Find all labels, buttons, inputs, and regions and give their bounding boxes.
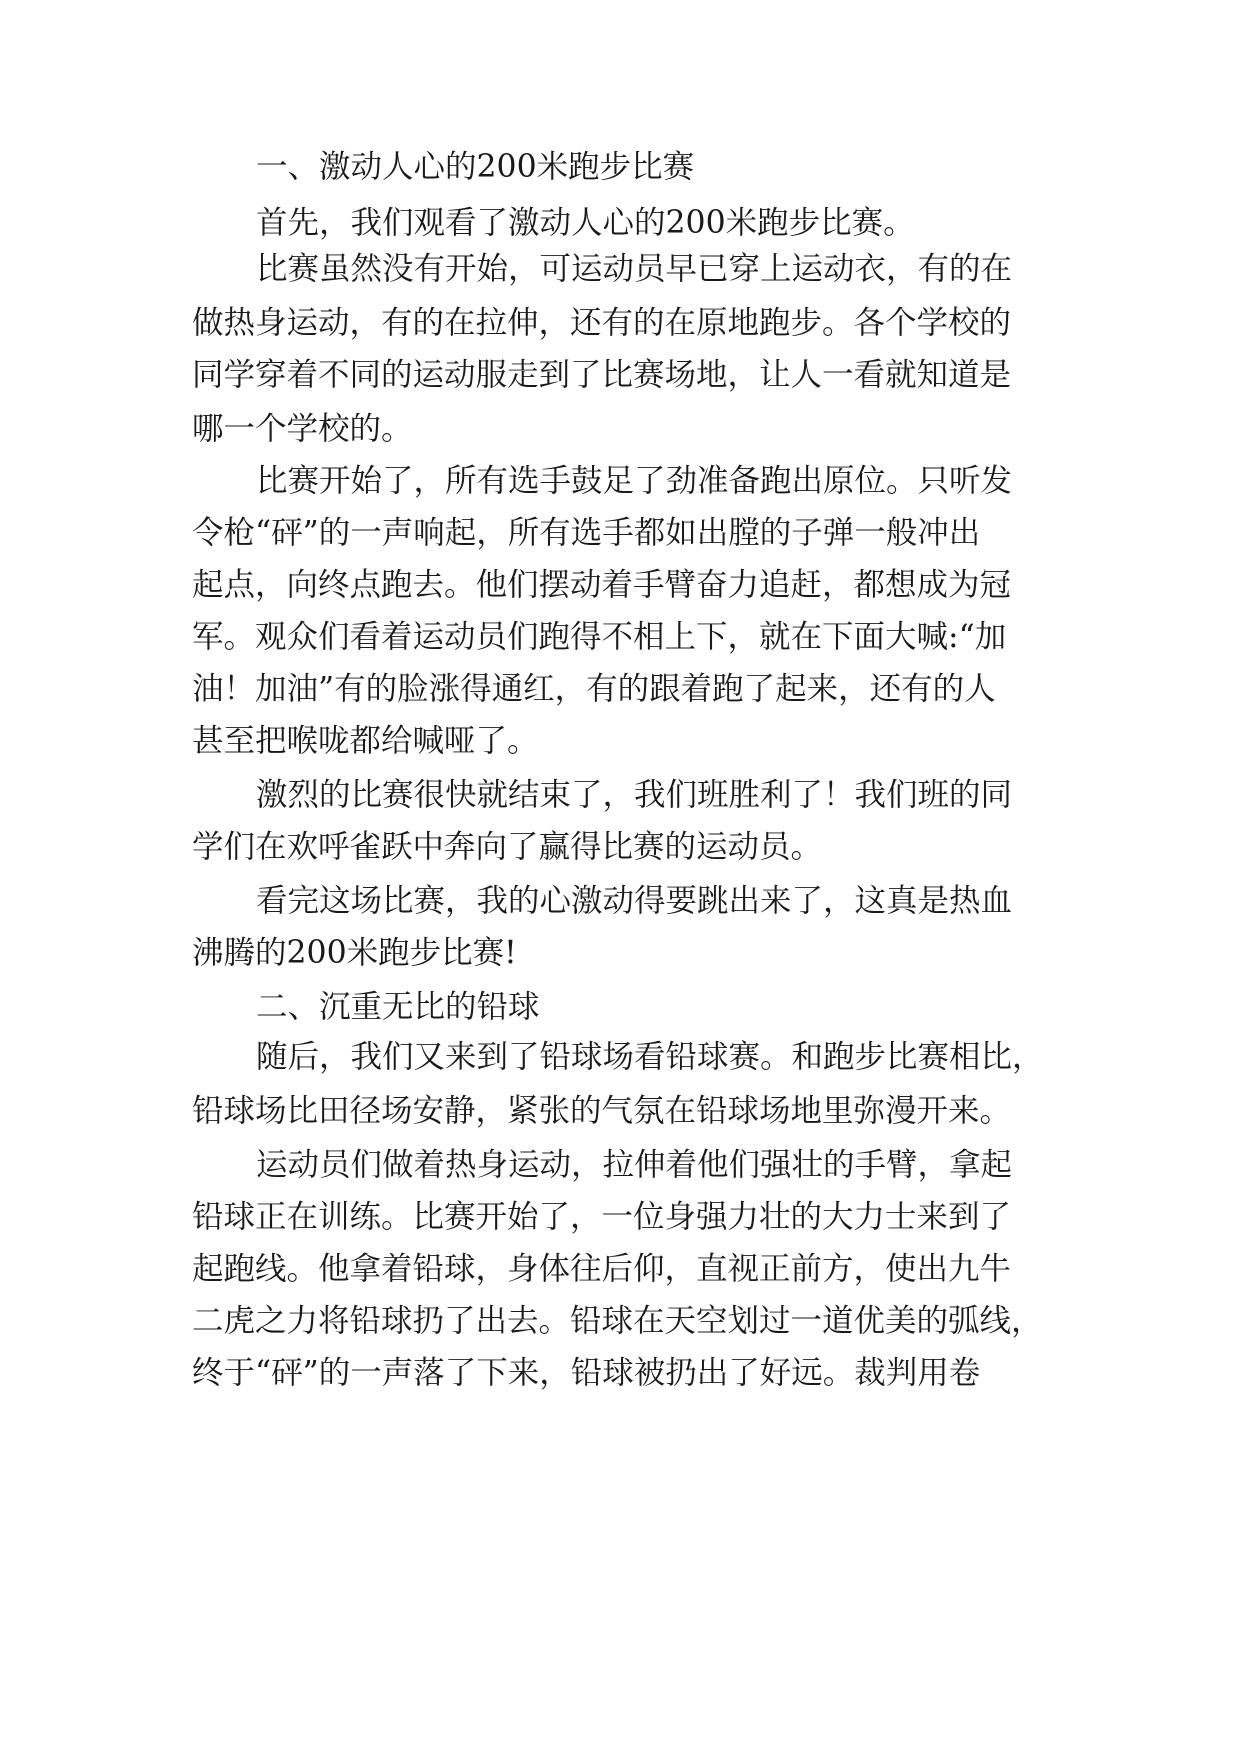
- paragraph-line: 甚至把喉咙都给喊哑了。: [192, 723, 539, 759]
- paragraph-line: 比赛虽然没有开始，可运动员早已穿上运动衣，有的在: [256, 251, 1013, 287]
- paragraph-line: 哪一个学校的。: [192, 411, 413, 447]
- paragraph-line: 铅球场比田径场安静，紧张的气氛在铅球场地里弥漫开来。: [192, 1093, 1012, 1129]
- paragraph-line: 学们在欢呼雀跃中奔向了赢得比赛的运动员。: [192, 829, 823, 865]
- section-heading-1: 一、激动人心的200米跑步比赛: [256, 149, 695, 185]
- paragraph-line: 做热身运动，有的在拉伸，还有的在原地跑步。各个学校的: [192, 305, 1012, 341]
- paragraph-line: 随后，我们又来到了铅球场看铅球赛。和跑步比赛相比，: [256, 1039, 1044, 1075]
- paragraph-line: 令枪“砰”的一声响起，所有选手都如出膛的子弹一般冲出: [192, 515, 981, 551]
- paragraph-line: 起点，向终点跑去。他们摆动着手臂奋力追赶，都想成为冠: [192, 567, 1012, 603]
- paragraph-line: 军。观众们看着运动员们跑得不相上下，就在下面大喊:“加: [192, 619, 1007, 655]
- paragraph-line: 终于“砰”的一声落了下来，铅球被扔出了好远。裁判用卷: [192, 1355, 981, 1391]
- section-heading-2: 二、沉重无比的铅球: [256, 989, 540, 1025]
- paragraph-line: 起跑线。他拿着铅球，身体往后仰，直视正前方，使出九牛: [192, 1251, 1012, 1287]
- paragraph-line: 比赛开始了，所有选手鼓足了劲准备跑出原位。只听发: [256, 463, 1013, 499]
- paragraph-line: 二虎之力将铅球扔了出去。铅球在天空划过一道优美的弧线，: [192, 1303, 1043, 1339]
- paragraph-line: 运动员们做着热身运动，拉伸着他们强壮的手臂，拿起: [256, 1147, 1013, 1183]
- paragraph-line: 看完这场比赛，我的心激动得要跳出来了，这真是热血: [256, 883, 1013, 919]
- paragraph-line: 铅球正在训练。比赛开始了，一位身强力壮的大力士来到了: [192, 1199, 1012, 1235]
- paragraph-line: 油！加油”有的脸涨得通红，有的跟着跑了起来，还有的人: [192, 671, 996, 707]
- paragraph-line: 沸腾的200米跑步比赛!: [192, 935, 517, 971]
- paragraph-line: 激烈的比赛很快就结束了，我们班胜利了！我们班的同: [256, 777, 1013, 813]
- paragraph-line: 首先，我们观看了激动人心的200米跑步比赛。: [256, 205, 915, 241]
- paragraph-line: 同学穿着不同的运动服走到了比赛场地，让人一看就知道是: [192, 357, 1012, 393]
